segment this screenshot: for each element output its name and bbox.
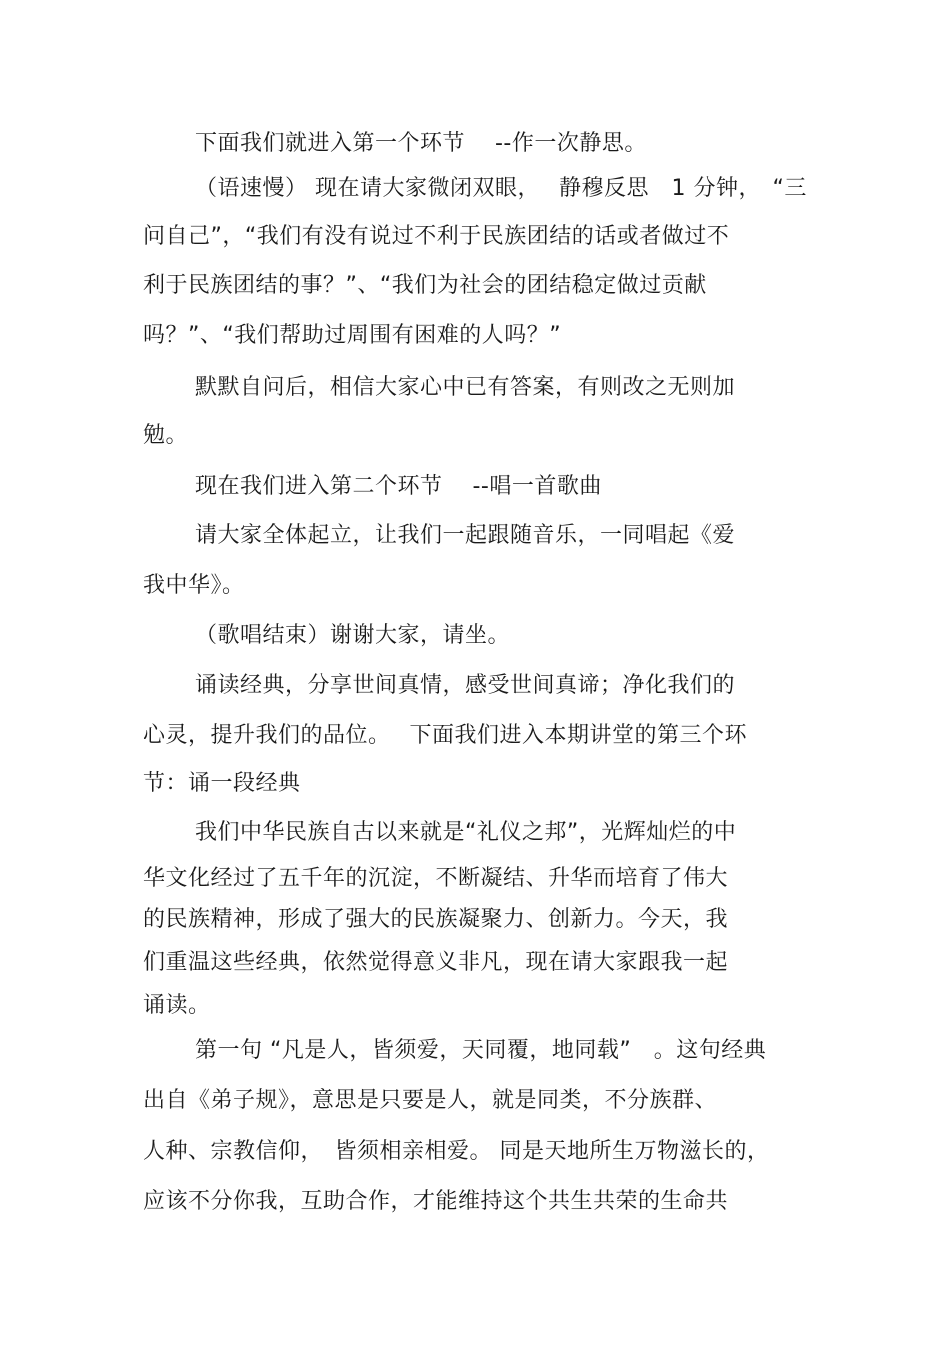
paragraph-line: 们重温这些经典，依然觉得意义非凡，现在请大家跟我一起 — [143, 950, 729, 975]
paragraph-line: （语速慢） 现在请大家微闭双眼， 静穆反思 1 分钟， “三 — [195, 176, 807, 201]
paragraph-line: 出自《弟子规》，意思是只要是人，就是同类，不分族群、 — [143, 1088, 718, 1113]
paragraph-line: 诵读。 — [143, 993, 211, 1018]
paragraph-line: 节：诵一段经典 — [143, 771, 301, 796]
paragraph-line: 吗？”、“我们帮助过周围有困难的人吗？” — [143, 323, 562, 348]
paragraph-line: （歌唱结束）谢谢大家，请坐。 — [195, 623, 511, 648]
paragraph-line: 利于民族团结的事？”、“我们为社会的团结稳定做过贡献 — [143, 273, 707, 298]
paragraph-line: 的民族精神，形成了强大的民族凝聚力、创新力。今天，我 — [143, 907, 729, 932]
paragraph-line: 下面我们就进入第一个环节 --作一次静思。 — [195, 131, 647, 156]
paragraph-line: 默默自问后，相信大家心中已有答案，有则改之无则加 — [195, 375, 736, 400]
paragraph-line: 请大家全体起立，让我们一起跟随音乐，一同唱起《爱 — [195, 523, 736, 548]
paragraph-line: 心灵，提升我们的品位。 下面我们进入本期讲堂的第三个环 — [143, 723, 747, 748]
paragraph-line: 华文化经过了五千年的沉淀，不断凝结、升华而培育了伟大 — [143, 866, 729, 891]
paragraph-line: 勉。 — [143, 423, 189, 448]
paragraph-line: 我们中华民族自古以来就是“礼仪之邦”，光辉灿烂的中 — [195, 820, 737, 845]
paragraph-line: 第一句 “凡是人，皆须爱，天同覆，地同载” 。这句经典 — [195, 1038, 767, 1063]
paragraph-line: 现在我们进入第二个环节 --唱一首歌曲 — [195, 474, 602, 499]
paragraph-line: 应该不分你我，互助合作，才能维持这个共生共荣的生命共 — [143, 1189, 729, 1214]
paragraph-line: 人种、宗教信仰， 皆须相亲相爱。 同是天地所生万物滋长的， — [143, 1139, 770, 1164]
paragraph-line: 问自己”，“我们有没有说过不利于民族团结的话或者做过不 — [143, 224, 730, 249]
paragraph-line: 诵读经典，分享世间真情，感受世间真谛；净化我们的 — [195, 673, 736, 698]
paragraph-line: 我中华》。 — [143, 573, 245, 598]
